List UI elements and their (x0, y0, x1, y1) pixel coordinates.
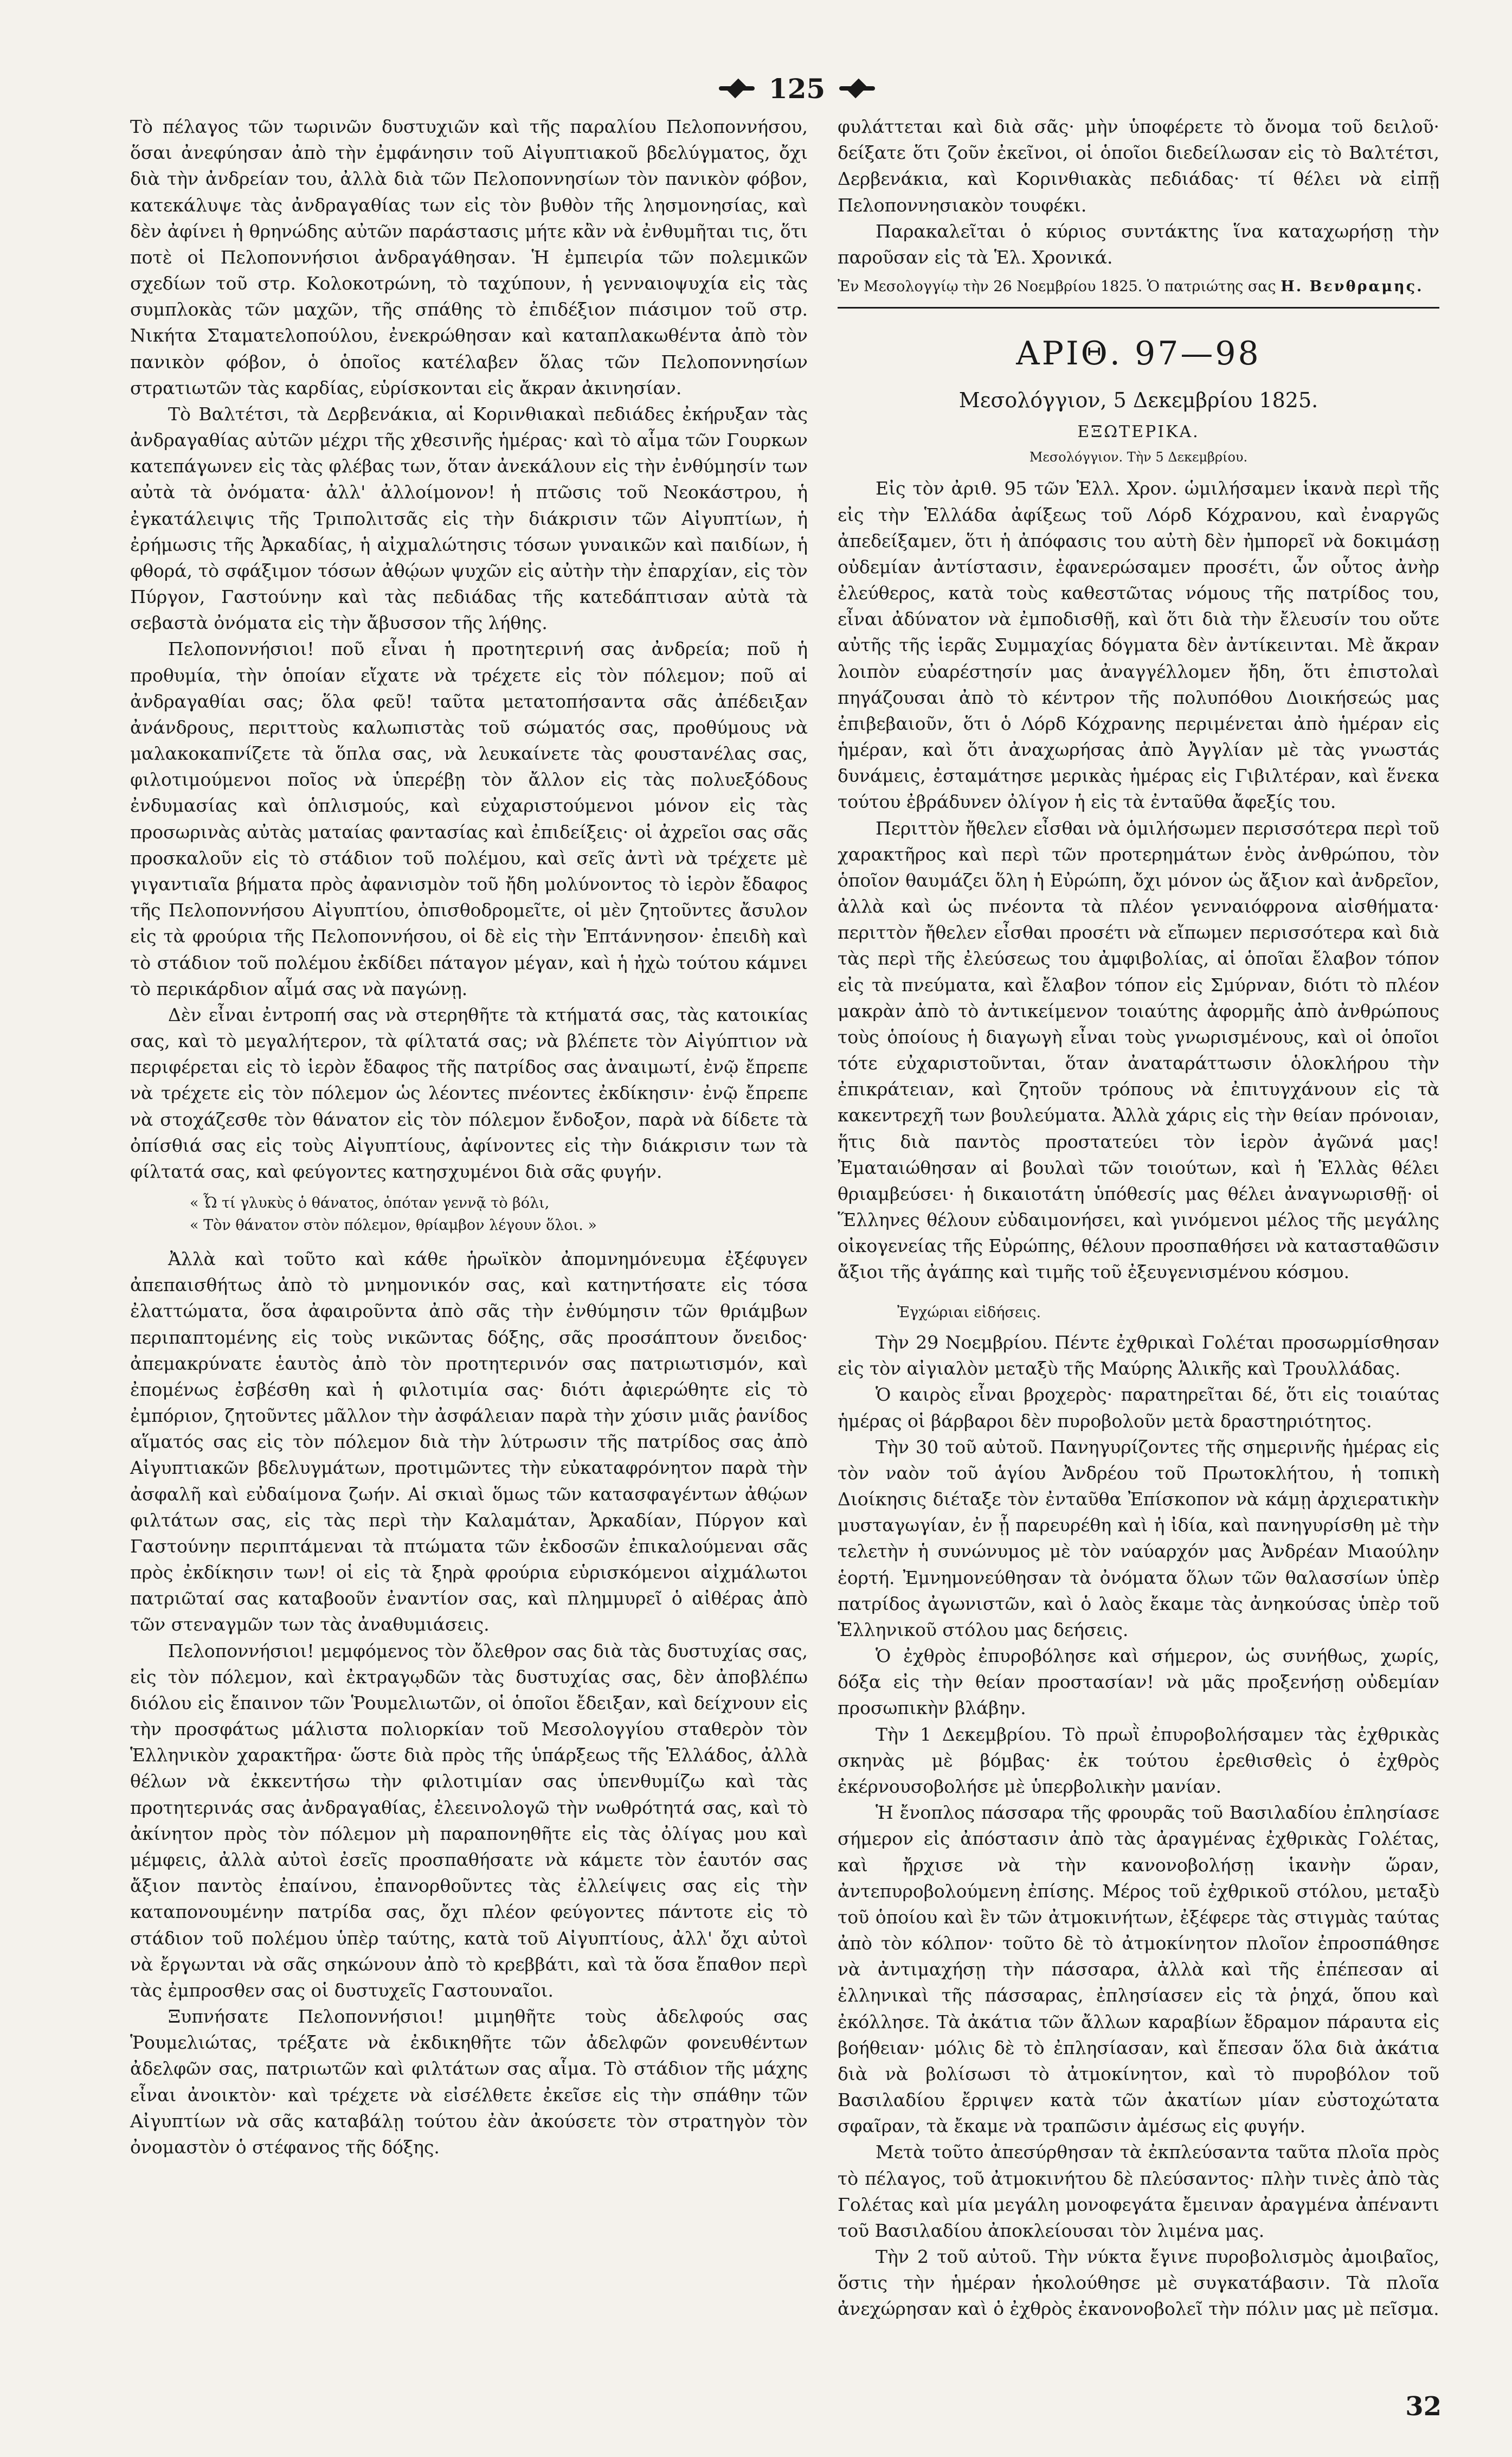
paragraph: Ἡ ἔνοπλος πάσσαρα τῆς φρουρᾶς τοῦ Βασιλαδίου ἐπλησίασε σήμερον εἰς ἀπόστασιν ἀπὸ τὰς ἀραγμένας ἐχθρικὰς Γολέτας, καὶ ἤρχισε νὰ τὴν κανονοβολήσῃ ἱκανὴν ὥραν, ἀντεπυροβολούμενη ἐπίσης. Μέρος τοῦ ἐχθρικοῦ στόλου, μεταξὺ τοῦ ὁποίου καὶ ἓν τῶν ἀτμοκινήτων, ἐξέφερε τὰς στιγμὰς ταύτας ἀπὸ τὸν κόλπον· τοῦτο δὲ τὸ ἀτμοκίνητον πλοῖον ἐπροσπάθησε νὰ ἀντιμαχήσῃ τὴν πάσσαρα, ἀλλὰ καὶ τῆς ἐπέπεσαν αἱ ἑλληνικαὶ τῆς πάσσαρας, ἐπλησίασεν εἰς τὰ ῥηχά, ὅπου καὶ ἐκόλλησε. Τὰ ἀκάτια τῶν ἄλλων καραβίων ἔδραμον πάραυτα εἰς βοήθειαν· μόλις δὲ τὸ ἐπλησίασαν, καὶ ἔπεσαν ὅλα διὰ ἀκάτια διὰ νὰ βολίσωσι τὸ ἀτμοκίνητον, καὶ τὸ πυροβόλον τοῦ Βασιλαδίου ἔρριψεν κατὰ τῶν ἀκατίων μίαν εὐστοχώτατα σφαῖραν, τὰ ἔκαμε νὰ τραπῶσιν ἀμέσως εἰς φυγήν. (838, 1802, 1439, 2137)
letter-signoff (838, 276, 1439, 297)
folio-mark: 32 (1405, 2391, 1442, 2422)
verse-line: « Τὸν θάνατον στὸν πόλεμον, θρίαμβον λέγουν ὅλοι. » (190, 1216, 597, 1234)
paragraph: Τὴν 1 Δεκεμβρίου. Τὸ πρωῒ ἐπυροβολήσαμεν τὰς ἐχθρικὰς σκηνὰς μὲ βόμβας· ἐκ τούτου ἐρεθισθεὶς ὁ ἐχθρὸς ἐκέρνουσοβολήσε μὲ ὑπερβολικὴν μανίαν. (838, 1723, 1439, 1797)
paragraph: Εἰς τὸν ἀριθ. 95 τῶν Ἑλλ. Χρον. ὡμιλήσαμεν ἱκανὰ περὶ τῆς εἰς τὴν Ἑλλάδα ἀφίξεως τοῦ Λόρδ Κόχρανου, καὶ ἐναργῶς ἀπεδείξαμεν, ὅτι ἡ ἀπόφασις του αὐτὴ δὲν ἠμπορεῖ νὰ δοκιμάσῃ οὐδεμίαν ἀντίστασιν, ἐφανερώσαμεν προσέτι, ὧν οὗτος ἀνὴρ ἐλεύθερος, κατὰ τοὺς καθεστῶτας νόμους τῆς πατρίδος του, εἶναι ἀδύνατον νὰ ἐμποδισθῇ, καὶ ὅτι διὰ τὴν ἔλευσίν του οὔτε αὐτῆς τῆς ἱερᾶς Συμμαχίας δόγματα δὲν ἀντίκεινται. Μὲ ἄκραν λοιπὸν εὐαρέστησίν μας ἀναγγέλλομεν ἤδη, ὅτι ἐπιστολαὶ πηγάζουσαι ἀπὸ τὸ κέντρον τῆς πολυπόθου Διοικήσεώς μας ἐπιβεβαιοῦν, ὅτι ὁ Λόρδ Κόχρανης περιμένεται ἀπὸ ἡμέραν εἰς ἡμέραν, καὶ ὅτι ἀναχωρήσας ἀπὸ Ἀγγλίαν μὲ τὰς γνωστάς δυνάμεις, ἐσταμάτησε μερικὰς ἡμέρας εἰς Γιβιλτέραν, καὶ ἕνεκα τούτου ἐβράδυνεν ὀλίγον ἡ εἰς τὰ ἐνταῦθα ἄφεξίς του. (838, 478, 1439, 813)
divider (838, 307, 1439, 309)
page-number: 125 (768, 72, 826, 105)
issue-dateline: Μεσολόγγιον, 5 Δεκεμβρίου 1825. (958, 388, 1318, 413)
ornament-right-icon (839, 80, 875, 97)
issue-number: ΑΡΙΘ. 97—98 (1016, 335, 1261, 373)
paragraph: Παρακαλεῖται ὁ κύριος συντάκτης ἵνα καταχωρήσῃ τὴν παροῦσαν εἰς τὰ Ἑλ. Χρονικά. (838, 220, 1439, 268)
paragraph: Μετὰ τοῦτο ἀπεσύρθησαν τὰ ἐκπλεύσαντα ταῦτα πλοῖα πρὸς τὸ πέλαγος, τοῦ ἀτμοκινήτου δὲ πλεύσαντος· πλὴν τινὲς ἀπὸ τὰς Γολέτας καὶ μία μεγάλη μονοφεγάτα ἔμειναν ἀραγμένα ἀπέναντι τοῦ Βασιλαδίου ἀποκλείουσαι τὸν λιμένα μας. (838, 2141, 1439, 2241)
section-heading: ΕΞΩΤΕΡΙΚΑ. (1077, 422, 1200, 441)
paragraph: Πελοποννήσιοι! ποῦ εἶναι ἡ προτητερινή σας ἀνδρεία; ποῦ ἡ προθυμία, τὴν ὁποίαν εἴχατε νὰ τρέχετε εἰς τὸν πόλεμον; ποῦ αἱ ἀνδραγαθίαι σας; ὅλα φεῦ! ταῦτα μετατοπήσαντα σᾶς ἀπέδειξαν ἀνάνδρους, περιττοὺς καλωπιστὰς τοῦ σώματός σας, προθύμους νὰ μαλακοκαπνίζετε τὰ ὅπλα σας, νὰ λευκαίνετε τὰς φουστανέλας σας, φιλοτιμούμενοι ποῖος νὰ ὑπερέβῃ τὸν ἄλλον εἰς τὰς πολυεξόδους ἐνδυμασίας καὶ ὁπλισμούς, καὶ εὐχαριστούμενοι μόνον εἰς τὰς προσωρινὰς αὐτὰς ματαίας φαντασίας καὶ ἐπιδείξεις· οἱ ἀχρεῖοι σας σᾶς προσκαλοῦν εἰς τὸ στάδιον τοῦ πολέμου, καὶ σεῖς ἀντὶ νὰ τρέχετε μὲ γιγαντιαῖα βήματα πρὸς ἀφανισμὸν τοῦ ἤδη μολύνοντος τὸ ἱερὸν ἔδαφος τῆς Πελοποννήσου Αἰγυπτίου, ὀπισθοδρομεῖτε, οἱ μὲν ζητοῦντες ἄσυλον εἰς τὰ φρούρια τῆς Πελοποννήσου, οἱ δὲ εἰς τὴν Ἑπτάννησον· ἐπειδὴ καὶ τὸ στάδιον τοῦ πολέμου ἐκδίδει πάταγον μέγαν, καὶ ἡ ἠχὼ τούτου κάμνει τὸ περικάρδιον αἷμά σας νὰ παγώνῃ. (130, 638, 808, 999)
ornament-left-icon (719, 80, 755, 97)
verse-line: « Ὦ τί γλυκὺς ὁ θάνατος, ὁπόταν γεννᾷ τὸ βόλι, (190, 1195, 550, 1212)
paragraph: Τὴν 2 τοῦ αὐτοῦ. Τὴν νύκτα ἔγινε πυροβολισμὸς ἀμοιβαῖος, ὅστις τὴν ἡμέραν ἡκολούθησε μὲ συγκατάβασιν. Τὰ πλοῖα ἀνεχώρησαν καὶ ὁ ἐχθρὸς ἐκανονοβολεῖ τὴν πόλιν μας μὲ πεῖσμα. (838, 2246, 1439, 2320)
paragraph: Τὸ Βαλτέτσι, τὰ Δερβενάκια, αἱ Κορινθιακαὶ πεδιάδες ἐκήρυξαν τὰς ἀνδραγαθίας αὐτῶν μέχρι τῆς χθεσινῆς ἡμέρας· καὶ τὸ αἷμα τῶν Γουρκων κατεπάγωνεν εἰς τὰς φλέβας των, ὅταν ἀνεκάλουν εἰς τὴν ἐνθύμησίν των αὐτὰ τὰ ὀνόματα· ἀλλ' ἀλλοίμονον! ἡ πτῶσις τοῦ Νεοκάστρου, ἡ ἐγκατάλειψις τῆς Τριπολιτσᾶς εἰς τὴν διάκρισιν τῶν Αἰγυπτίων, ἡ ἐρήμωσις τῆς Ἀρκαδίας, ἡ αἰχμαλώτησις τόσων γυναικῶν καὶ παιδίων, ἡ φθορά, τὸ σφάξιμον τόσων ἀθῴων ψυχῶν εἰς αὐτὴν τὴν ἐπαρχίαν, εἰς τὸν Πύργον, Γαστούνην καὶ τὰς πεδιάδας τῆς κατεδάπτισαν αὐτὰ τὰ σεβαστὰ ὀνόματα εἰς τὴν ἄβυσσον τῆς λήθης. (130, 403, 808, 634)
signature: Η. Βενθραμης. (1281, 278, 1424, 296)
paragraph: Τὴν 29 Νοεμβρίου. Πέντε ἐχθρικαὶ Γολέται προσωρμίσθησαν εἰς τὸν αἰγιαλὸν μεταξὺ τῆς Μαύρης Ἁλικῆς καὶ Τρουλλάδας. (838, 1332, 1439, 1380)
paragraph: Τὴν 30 τοῦ αὐτοῦ. Πανηγυρίζοντες τῆς σημερινῆς ἡμέρας εἰς τὸν ναὸν τοῦ ἁγίου Ἀνδρέου τοῦ Πρωτοκλήτου, ἡ τοπικὴ Διοίκησις διέταξε τὸν ἐνταῦθα Ἐπίσκοπον νὰ κάμῃ ἀρχιερατικὴν μυσταγωγίαν, ἐν ᾗ παρευρέθη καὶ ἡ ἰδία, καὶ πανηγυρίσθη μὲ τὴν τελετὴν ἡ συνώνυμος μὲ τὸν ναύαρχόν μας Ἀνδρέαν Μιαούλην ἑορτή. Ἐμνημονεύθησαν τὰ ὀνόματα ὅλων τῶν θαλασσίων ὑπὲρ πατρίδος ἀγωνιστῶν, καὶ ὁ λαὸς ἔκαμε τὰς ἀνηκούσας ὑπὲρ τοῦ Ἑλληνικοῦ στόλου μας δεήσεις. (838, 1436, 1439, 1640)
page-header (699, 64, 895, 113)
paragraph: Δὲν εἶναι ἐντροπή σας νὰ στερηθῆτε τὰ κτήματά σας, τὰς κατοικίας σας, καὶ τὸ μεγαλήτερον, τὰ φίλτατά σας; νὰ βλέπετε τὸν Αἰγύπτιον νὰ περιφέρεται εἰς τὸ ἱερὸν ἔδαφος τῆς πατρίδος σας ἀναιμωτί, ἐνῷ ἔπρεπε νὰ τρέχετε εἰς τὸν πόλεμον ὡς λέοντες πνέοντες ἐκδίκησιν· ἐνῷ ἔπρεπε νὰ στοχάζεσθε τὸν θάνατον εἰς τὸν πόλεμον ἔνδοξον, παρὰ νὰ δίδετε τὰ ὀπίσθιά σας εἰς τοὺς Αἰγυπτίους, ἀφίνοντες εἰς τὴν διάκρισιν των τὰ φίλτατά σας, καὶ φεύγοντες κατησχυμένοι διὰ σᾶς φυγήν. (130, 1004, 808, 1182)
verse-quote (190, 1192, 808, 1236)
paragraph: Ἀλλὰ καὶ τοῦτο καὶ κάθε ἡρωϊκὸν ἀπομνημόνευμα ἐξέφυγεν ἀπεπαισθήτως ἀπὸ τὸ μνημονικόν σας, καὶ κατηντήσατε εἰς τόσα ἐλαττώματα, ὅσα ἀφαιροῦντα ἀπὸ σᾶς τὴν ἐνθύμησιν τῶν θριάμβων περιπαπτομένης εἰς τοὺς νικῶντας δόξης, σᾶς προσάπτουν ὄνειδος· ἀπεμακρύνατε ἑαυτὸς ἀπὸ τὸν προτητερινόν σας πατριωτισμόν, καὶ ἐπομένως ἐσβέσθη καὶ ἡ φιλοτιμία σας· διότι ἀφιερώθητε εἰς τὸ ἐμπόριον, ζητοῦντες μᾶλλον τὴν ἀσφάλειαν παρὰ τὴν χύσιν μιᾶς ῥανίδος αἵματός σας εἰς τὸν πόλεμον διὰ τὴν λύτρωσιν τῆς πατρίδος σας ἀπὸ Αἰγυπτιακῶν βδελυγμάτων, προτιμῶντες τὴν εὐκαταφρόνητον παρὰ τὴν ἀσφαλῆ καὶ εὐδαίμονα ζωήν. Αἱ σκιαὶ ὅμως τῶν κατασφαγέντων ἀθῴων φιλτάτων σας, εἰς τὰς περὶ τὴν Καλαμάταν, Ἀρκαδίαν, Πύργον καὶ Γαστούνην περιπτάμεναι τὰ πτώματα τῶν ἐκδοσῶν ἐπικαλούμεναι σᾶς πρὸς ἐκδίκησιν των! οἱ εἰς τὰ ξηρὰ φρούρια εὑρισκόμενοι αἰχμάλωτοι πατριῶταί σας καταβοοῦν ἐναντίον σας, καὶ πλημμυρεῖ ὁ αἰθέρας ἀπὸ τῶν στεναγμῶν των τὰς ἀναθυμιάσεις. (130, 1248, 808, 1635)
signoff-place: Ἐν Μεσολογγίῳ τὴν 26 Νοεμβρίου 1825. (838, 278, 1143, 296)
left-column (130, 114, 808, 2160)
paragraph: Ξυπνήσατε Πελοποννήσιοι! μιμηθῆτε τοὺς ἀδελφούς σας Ῥουμελιώτας, τρέξατε νὰ ἐκδικηθῆτε τῶν ἀδελφῶν φονευθέντων ἀδελφῶν σας, πατριωτῶν καὶ φιλτάτων σας αἷμα. Τὸ στάδιον τῆς μάχης εἶναι ἀνοικτὸν· καὶ τρέχετε νὰ εἰσέλθετε ἐκεῖσε εἰς τὴν σπάθην τῶν Αἰγυπτίων νὰ σᾶς καταβάλῃ τούτου ἐὰν ἀκούσετε τὸν στρατηγὸν τὸν ὀνομαστὸν ὁ στέφανος τῆς δόξης. (130, 2006, 808, 2158)
paragraph: Ὁ καιρὸς εἶναι βροχερὸς· παρατηρεῖται δέ, ὅτι εἰς τοιαύτας ἡμέρας οἱ βάρβαροι δὲν πυροβολοῦν μετὰ δραστηριότητος. (838, 1384, 1439, 1432)
paragraph: φυλάττεται καὶ διὰ σᾶς· μὴν ὑποφέρετε τὸ ὄνομα τοῦ δειλοῦ· δείξατε ὅτι ζοῦν ἐκεῖνοι, οἱ ὁποῖοι διεδείλωσαν εἰς τὸ Βαλτέτσι, Δερβενάκια, καὶ Κορινθιακὰς πεδιάδας· τί θέλει νὰ εἰπῇ Πελοποννησιακὸν τουφέκι. (838, 116, 1439, 216)
section-date: Μεσολόγγιον. Τὴν 5 Δεκεμβρίου. (1029, 450, 1248, 465)
local-news-heading: Ἐγχώριαι εἰδήσεις. (897, 1304, 1041, 1321)
paragraph: Τὸ πέλαγος τῶν τωρινῶν δυστυχιῶν καὶ τῆς παραλίου Πελοποννήσου, ὅσαι ἀνεφύησαν ἀπὸ τὴν ἐμφάνησιν τοῦ Αἰγυπτιακοῦ βδελύγματος, ὄχι διὰ τὴν ἀνδρείαν του, ἀλλὰ διὰ τῶν Πελοποννησίων τὸν πανικὸν φόβον, κατεκάλυψε τὰς ἀνδραγαθίας των εἰς τὸν βυθὸν τῆς λησμονησίας, καὶ δὲν ἀφίνει ἡ θρηνώδης αὐτῶν παράστασις μήτε κἂν νὰ ἐνθυμῆται τις, ὅτι ποτὲ οἱ Πελοποννήσιοι ἀνδραγάθησαν. Ἡ ἐμπειρία τῶν πολεμικῶν σχεδίων τοῦ στρ. Κολοκοτρώνη, τὸ ταχύπουν, ἡ γενναιοψυχία εἰς τὰς συμπλοκὰς τῶν μαχῶν, τῆς σπάθης τὸ ἐπιδέξιον πιάσιμον τοῦ στρ. Νικήτα Σταματελοπούλου, ἐνεκρώθησαν καὶ καταπλακωθέντα ἀπὸ τὸν πανικὸν φόβον, ὁ ὁποῖος κατέλαβεν ὅλας τῶν Πελοποννησίων στρατιωτῶν τὰς καρδίας, εὑρίσκονται εἰς ἄκραν ἀκινησίαν. (130, 116, 808, 399)
paragraph: Ὁ ἐχθρὸς ἐπυροβόλησε καὶ σήμερον, ὡς συνήθως, χωρίς, δόξα εἰς τὴν θείαν προστασίαν! νὰ μᾶς προξενήσῃ οὐδεμίαν προσωπικὴν βλάβην. (838, 1645, 1439, 1719)
right-column (838, 114, 1439, 2323)
signoff-closing: Ὁ πατριώτης σας (1147, 278, 1276, 296)
paragraph: Πελοποννήσιοι! μεμφόμενος τὸν ὄλεθρον σας διὰ τὰς δυστυχίας σας, εἰς τὸν πόλεμον, καὶ ἐκτραγῳδῶν τὰς δυστυχίας σας, δὲν ἀποβλέπω διόλου εἰς ἔπαινον τῶν Ῥουμελιωτῶν, οἱ ὁποῖοι ἔδειξαν, καὶ δείχνουν εἰς τὴν προσφάτως μάλιστα πολιορκίαν τοῦ Μεσολογγίου σταθερὸν τὸν Ἑλληνικὸν χαρακτῆρα· ὥστε διὰ πρὸς τῆς ὑπάρξεως τῆς Ἑλλάδος, ἀλλὰ θέλων νὰ ἐκκεντήσω τὴν φιλοτιμίαν σας ὑπενθυμίζω καὶ τὰς προτητερινάς σας ἀνδραγαθίας, ἐλεεινολογῶ τὴν νωθρότητά σας, καὶ τὸ ἀκίνητον πρὸς τὸν πόλεμον μὴ παραπονηθῆτε εἰς τὰς ὀλίγας μου καὶ μέμφεις, ἀλλὰ αὐτοὶ ἐσεῖς προσπαθήσατε νὰ κάμετε τὸν ἑαυτόν σας ἄξιον παντὸς ἐπαίνου, ἐπανορθοῦντες τὰς ἐλλείψεις σας εἰς τὴν καταπονουμένην πατρίδα σας, ὄχι πλέον φεύγοντες πάντοτε εἰς τὸ στάδιον τοῦ πολέμου ὑπὲρ ταύτης, κατὰ τοῦ Αἰγυπτίους, ἀλλ' ὄχι αὐτοὶ νὰ ἔργωνται νὰ σᾶς σηκώνουν ἀπὸ τὸ κρεββάτι, καὶ τὰ ὅσα ἔπαθον περὶ τὰς ἐμπροσθεν σας οἱ δυστυχεῖς Γαστουναῖοι. (130, 1640, 808, 2001)
paragraph: Περιττὸν ἤθελεν εἶσθαι νὰ ὁμιλήσωμεν περισσότερα περὶ τοῦ χαρακτῆρος καὶ περὶ τῶν προτερημάτων ἑνὸς ἀνθρώπου, τὸν ὁποῖον θαυμάζει ὅλη ἡ Εὐρώπη, ὄχι μόνον ὡς ἄξιον καὶ ἀνδρεῖον, ἀλλὰ καὶ ὡς πνέοντα τὰ πλέον γενναιόφρονα αἰσθήματα· περιττὸν ἤθελεν εἶσθαι προσέτι νὰ εἴπωμεν περισσότερα καὶ διὰ τὰς περὶ τῆς ἐλεύσεως του ἀμφιβολίας, αἱ ὁποῖαι ἔλαβον τόπον εἰς τὰ πνεύματα, καὶ ἔλαβον τόπον εἰς Σμύρναν, διότι τὸ πλέον μακρὰν ἀπὸ τὸ ἀντικείμενον τοιαύτης ἀφορμῆς ἀπὸ ἀνθρώπους τοὺς ὁποίους ἡ διαγωγὴ εἶναι τοὺς γνωρισμένους, καὶ οἱ ὁποῖοι τότε εὐχαριστοῦνται, ὅταν ἀναταράττωσιν ὁλοκλήρου τὴν ἐπικράτειαν, καὶ ζητοῦν τρόπους νὰ ἐπιτυγχάνουν εἰς τὰ κακεντρεχῆ των βουλεύματα. Ἀλλὰ χάρις εἰς τὴν θείαν πρόνοιαν, ἥτις διὰ παντὸς προστατεύει τὸν ἱερὸν ἀγῶνά μας! Ἐματαιώθησαν αἱ βουλαὶ τῶν τοιούτων, καὶ ἡ Ἑλλὰς θέλει θριαμβεύσει· ἡ δικαιοτάτη ὑπόθεσίς μας θέλει ἀναγνωρισθῇ· οἱ Ἕλληνες θέλουν εὐδαιμονήσει, καὶ γινόμενοι μέλος τῆς μεγάλης οἰκογενείας τῆς Εὐρώπης, θέλουν προσπαθήσει νὰ κατασταθῶσιν ἄξιοι τῆς ἀγάπης καὶ τιμῆς τοῦ ἐξευγενισμένου κόσμου. (838, 817, 1440, 1283)
